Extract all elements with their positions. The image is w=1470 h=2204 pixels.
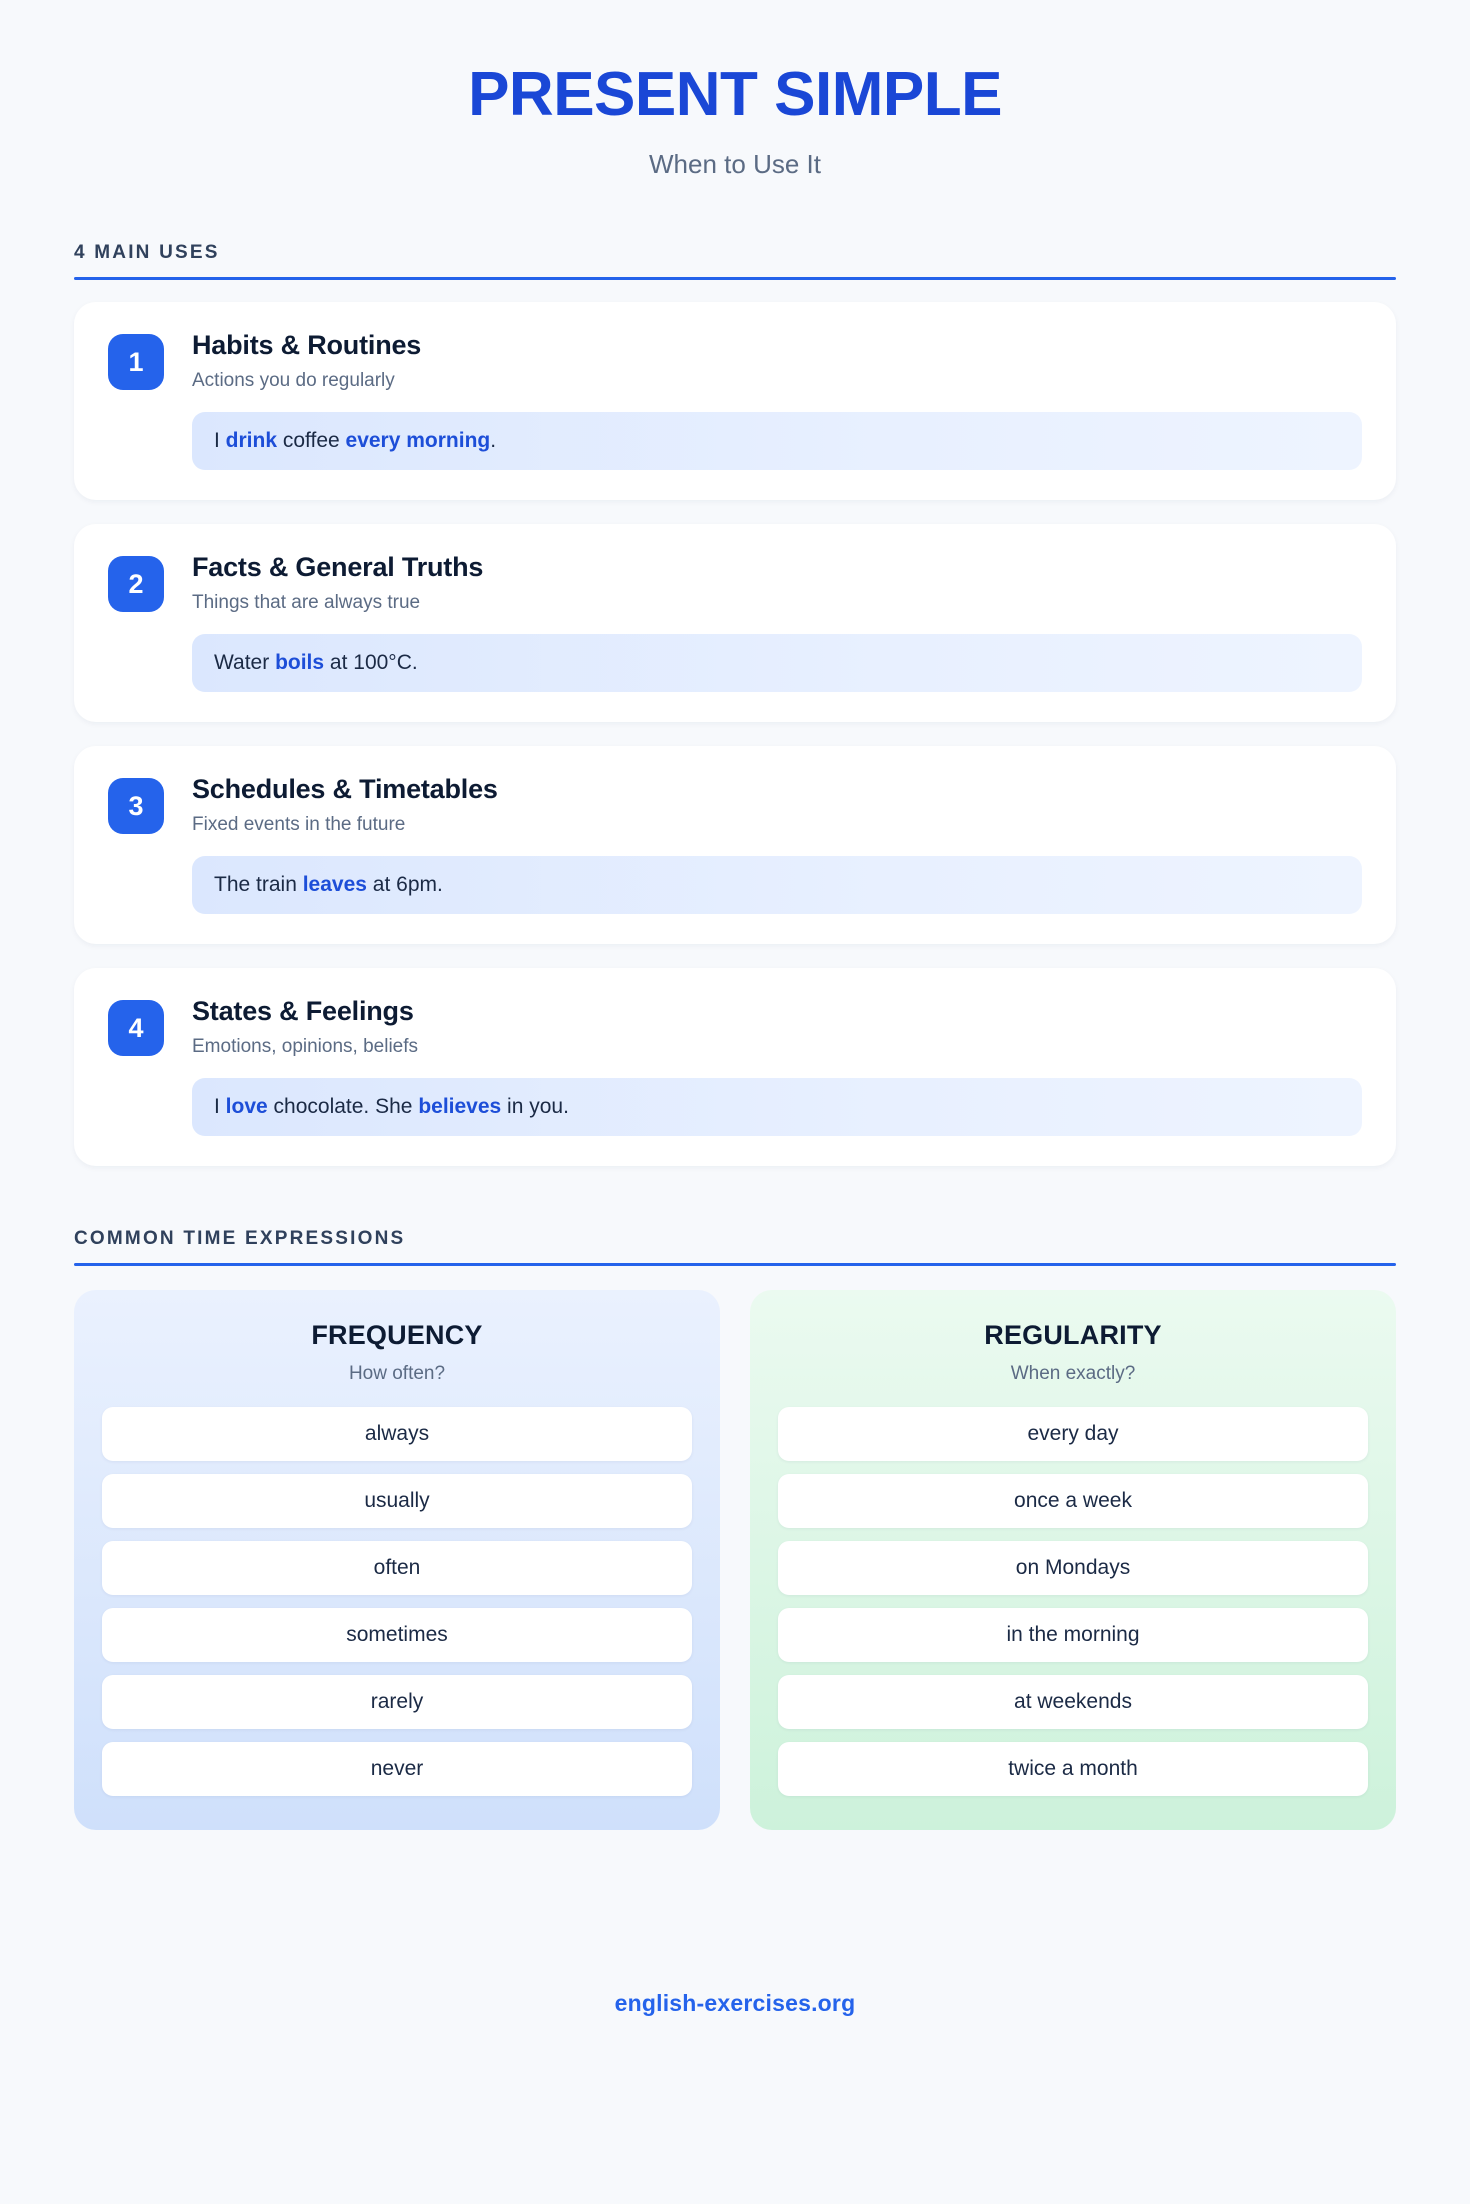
time-expression-panels xyxy=(74,1290,1396,1840)
page-subtitle: When to Use It xyxy=(649,149,821,180)
use-card-number-badge: 1 xyxy=(108,334,164,390)
list-item: often xyxy=(102,1541,692,1595)
use-card-example xyxy=(192,1078,1362,1136)
example-text: coffee xyxy=(277,429,346,453)
example-text: in you. xyxy=(501,1095,569,1119)
example-highlight: leaves xyxy=(302,873,367,897)
list-item: on Mondays xyxy=(778,1541,1368,1595)
use-card-body xyxy=(192,996,1362,1136)
list-item: always xyxy=(102,1407,692,1461)
use-card-description: Things that are always true xyxy=(192,592,421,614)
main-uses-heading: 4 MAIN USES xyxy=(74,242,220,264)
panel-subtitle: When exactly? xyxy=(1010,1363,1136,1385)
list-item: at weekends xyxy=(778,1675,1368,1729)
example-highlight: every morning xyxy=(345,429,491,453)
section-divider xyxy=(74,277,1396,280)
use-card-number-badge: 2 xyxy=(108,556,164,612)
time-expressions-section-header xyxy=(74,1228,1396,1266)
list-item: once a week xyxy=(778,1474,1368,1528)
use-card-body xyxy=(192,330,1362,470)
example-highlight: believes xyxy=(418,1095,502,1119)
panel-subtitle: How often? xyxy=(348,1363,446,1385)
list-item: in the morning xyxy=(778,1608,1368,1662)
use-card xyxy=(74,524,1396,722)
use-card-title: Schedules & Timetables xyxy=(192,774,498,805)
section-divider xyxy=(74,1263,1396,1266)
list-item: twice a month xyxy=(778,1742,1368,1796)
use-card-example xyxy=(192,856,1362,914)
use-card-title: States & Feelings xyxy=(192,996,414,1027)
panel-title: FREQUENCY xyxy=(311,1320,483,1351)
use-card-number-badge: 4 xyxy=(108,1000,164,1056)
list-item: usually xyxy=(102,1474,692,1528)
page-title: PRESENT SIMPLE xyxy=(468,60,1002,129)
example-text: at 100°C. xyxy=(324,651,418,675)
list-item: never xyxy=(102,1742,692,1796)
time-expression-panel xyxy=(750,1290,1396,1830)
example-text: I xyxy=(214,429,226,453)
list-item: sometimes xyxy=(102,1608,692,1662)
use-card-number-badge: 3 xyxy=(108,778,164,834)
use-card-body xyxy=(192,552,1362,692)
use-card xyxy=(74,968,1396,1166)
example-text: Water xyxy=(214,651,276,675)
use-card-example xyxy=(192,412,1362,470)
example-text: at 6pm. xyxy=(366,873,443,897)
use-cards-list xyxy=(74,302,1396,1166)
example-text: The train xyxy=(214,873,303,897)
use-card-description: Actions you do regularly xyxy=(192,370,395,392)
panel-chip-list xyxy=(102,1407,692,1796)
time-expressions-heading: COMMON TIME EXPRESSIONS xyxy=(74,1228,406,1250)
panel-chip-list xyxy=(778,1407,1368,1796)
use-card xyxy=(74,746,1396,944)
example-text: . xyxy=(490,429,497,453)
time-expression-panel xyxy=(74,1290,720,1830)
example-highlight: boils xyxy=(275,651,325,675)
example-highlight: drink xyxy=(225,429,278,453)
use-card-example xyxy=(192,634,1362,692)
footer-site-name: english-exercises.org xyxy=(614,1990,856,2017)
example-highlight: love xyxy=(225,1095,268,1119)
use-card-body xyxy=(192,774,1362,914)
list-item: every day xyxy=(778,1407,1368,1461)
panel-title: REGULARITY xyxy=(984,1320,1162,1351)
main-uses-section-header xyxy=(74,242,1396,280)
use-card xyxy=(74,302,1396,500)
use-card-title: Habits & Routines xyxy=(192,330,422,361)
example-text: chocolate. She xyxy=(267,1095,419,1119)
use-card-title: Facts & General Truths xyxy=(192,552,484,583)
example-text: I xyxy=(214,1095,226,1119)
list-item: rarely xyxy=(102,1675,692,1729)
use-card-description: Emotions, opinions, beliefs xyxy=(192,1036,419,1058)
use-card-description: Fixed events in the future xyxy=(192,814,406,836)
